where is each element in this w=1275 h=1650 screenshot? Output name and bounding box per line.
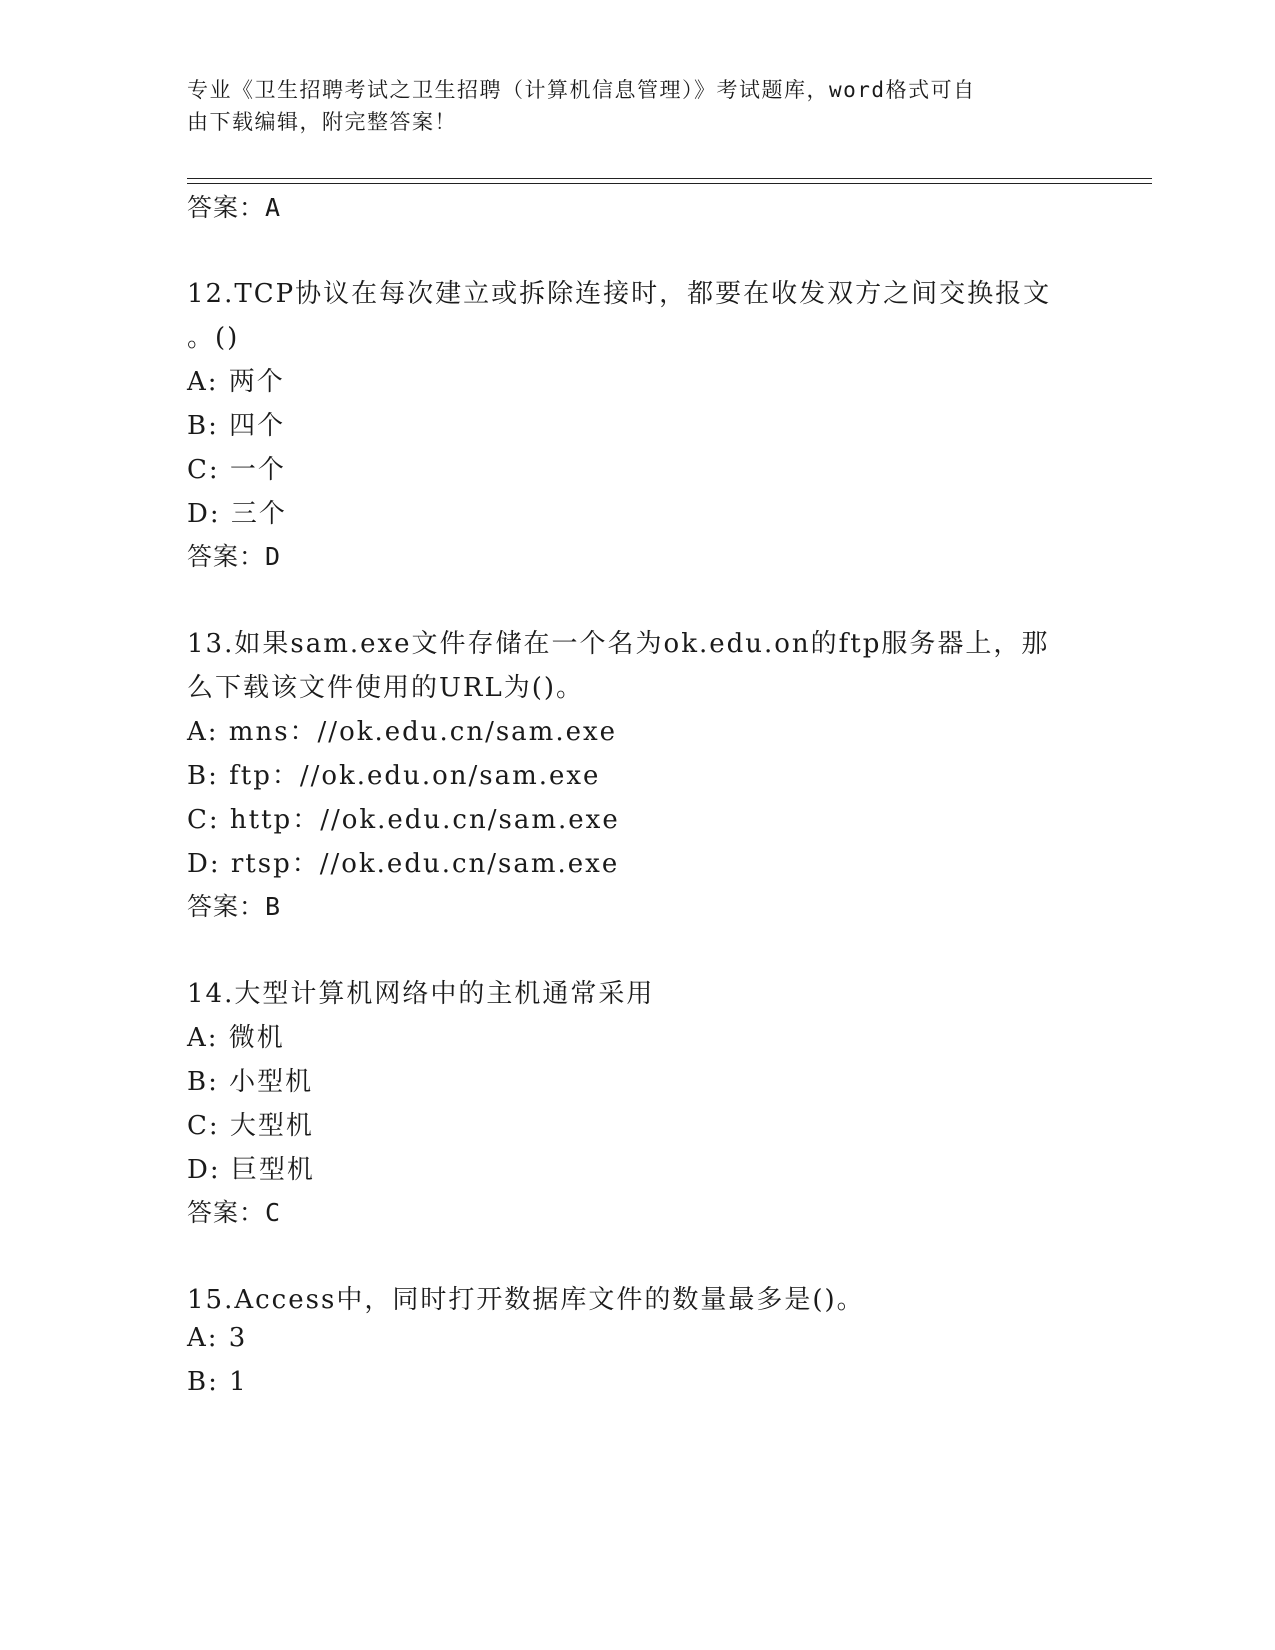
question-13-option-b: B: ftp：//ok.edu.on/sam.exe (187, 761, 601, 791)
question-13-stem-line-2: 么下载该文件使用的URL为()。 (187, 673, 585, 703)
question-14-option-d: D: 巨型机 (187, 1155, 315, 1185)
question-12-option-c: C: 一个 (187, 455, 286, 485)
question-12-stem-line-2: 。() (187, 323, 240, 353)
question-13-option-a: A: mns：//ok.edu.cn/sam.exe (187, 717, 618, 747)
question-15-stem: 15.Access中，同时打开数据库文件的数量最多是()。 (187, 1285, 865, 1315)
header-line-2: 由下载编辑，附完整答案！ (187, 110, 457, 134)
question-12-option-d: D: 三个 (187, 499, 287, 529)
question-14-option-c: C: 大型机 (187, 1111, 314, 1141)
previous-answer: 答案：A (187, 193, 282, 222)
question-12-answer: 答案：D (187, 542, 282, 571)
question-14-option-b: B: 小型机 (187, 1067, 314, 1097)
question-14-stem: 14.大型计算机网络中的主机通常采用 (187, 979, 655, 1009)
question-12-option-a: A: 两个 (187, 367, 285, 397)
question-13-answer: 答案：B (187, 892, 282, 921)
question-15-option-b: B: 1 (187, 1367, 248, 1397)
question-12-stem-line-1: 12.TCP协议在每次建立或拆除连接时，都要在收发双方之间交换报文 (187, 279, 1052, 309)
question-13-option-c: C: http：//ok.edu.cn/sam.exe (187, 805, 620, 835)
question-13-option-d: D: rtsp：//ok.edu.cn/sam.exe (187, 849, 620, 879)
question-14-option-a: A: 微机 (187, 1023, 285, 1053)
question-15-option-a: A: 3 (187, 1323, 248, 1353)
header-divider-top (187, 178, 1152, 179)
header-line-1: 专业《卫生招聘考试之卫生招聘（计算机信息管理）》考试题库，word格式可自 (187, 78, 976, 102)
header-divider-bottom (187, 183, 1152, 184)
document-header (187, 74, 1067, 138)
question-12-option-b: B: 四个 (187, 411, 286, 441)
question-13-stem-line-1: 13.如果sam.exe文件存储在一个名为ok.edu.on的ftp服务器上，那 (187, 629, 1050, 659)
question-14-answer: 答案：C (187, 1198, 282, 1227)
